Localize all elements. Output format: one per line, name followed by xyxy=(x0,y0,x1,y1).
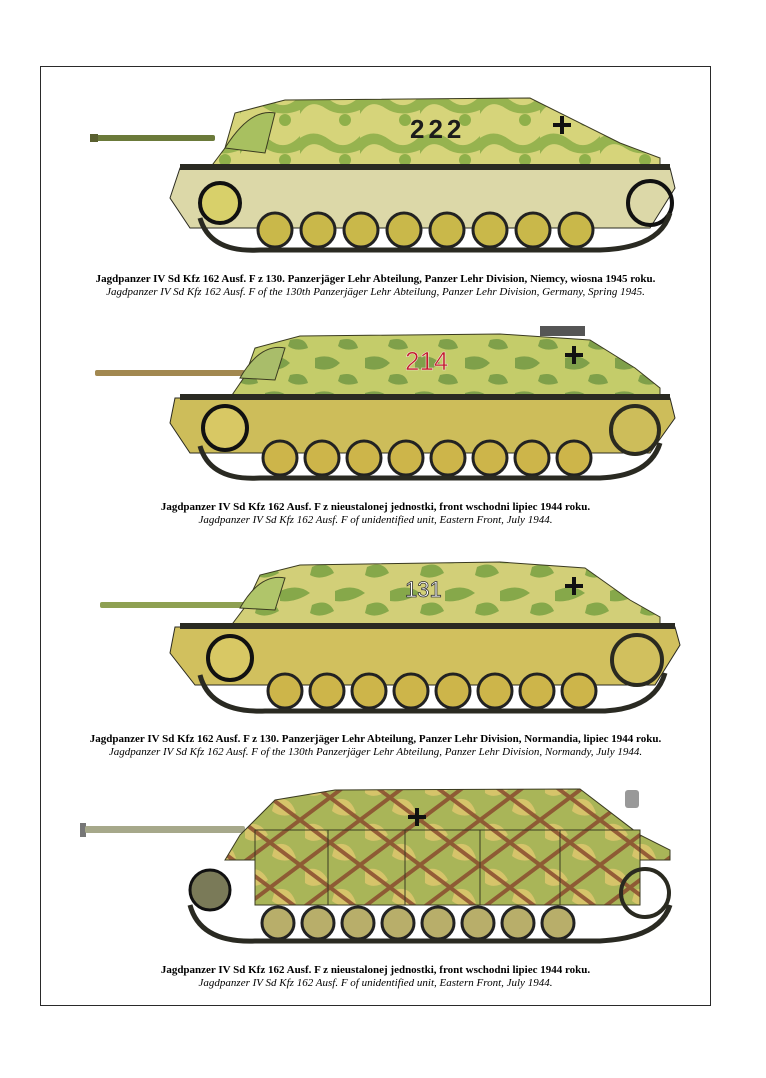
tank-illustration-3 xyxy=(60,545,700,720)
caption-english-4: Jagdpanzer IV Sd Kfz 162 Ausf. F of unidentified unit, Eastern Front, July 1944. xyxy=(198,977,553,989)
tank-illustration-4 xyxy=(60,775,700,950)
caption-1 xyxy=(40,273,711,298)
tank-illustration-2 xyxy=(60,318,700,488)
tank-profile-1 xyxy=(60,88,690,263)
tank-illustration-1 xyxy=(60,88,700,263)
caption-english-2: Jagdpanzer IV Sd Kfz 162 Ausf. F of unidentified unit, Eastern Front, July 1944. xyxy=(198,514,553,526)
caption-4 xyxy=(40,964,711,989)
caption-2 xyxy=(40,501,711,526)
tank-profile-2 xyxy=(60,318,690,488)
tactical-number-1: 222 xyxy=(410,114,466,144)
tank-profile-3 xyxy=(60,545,690,720)
caption-3 xyxy=(40,733,711,758)
caption-english-1: Jagdpanzer IV Sd Kfz 162 Ausf. F of the 130th Panzerjäger Lehr Abteilung, Panzer Lehr Division, Germany, Spring 1945. xyxy=(106,286,645,298)
caption-polish-1: Jagdpanzer IV Sd Kfz 162 Ausf. F z 130. Panzerjäger Lehr Abteilung, Panzer Lehr Division, Niemcy, wiosna 1945 roku. xyxy=(95,273,656,285)
tactical-number-2: 214 xyxy=(405,346,449,376)
caption-polish-3: Jagdpanzer IV Sd Kfz 162 Ausf. F z 130. Panzerjäger Lehr Abteilung, Panzer Lehr Division, Normandia, lipiec 1944 roku. xyxy=(89,733,662,745)
tank-profile-4 xyxy=(60,775,690,950)
caption-polish-4: Jagdpanzer IV Sd Kfz 162 Ausf. F z nieustalonej jednostki, front wschodni lipiec 1944 roku. xyxy=(160,964,591,976)
caption-polish-2: Jagdpanzer IV Sd Kfz 162 Ausf. F z nieustalonej jednostki, front wschodni lipiec 1944 roku. xyxy=(160,501,591,513)
tactical-number-3: 131 xyxy=(405,577,442,602)
caption-english-3: Jagdpanzer IV Sd Kfz 162 Ausf. F of the 130th Panzerjäger Lehr Abteilung, Panzer Lehr Division, Normandy, July 1944. xyxy=(108,746,643,758)
